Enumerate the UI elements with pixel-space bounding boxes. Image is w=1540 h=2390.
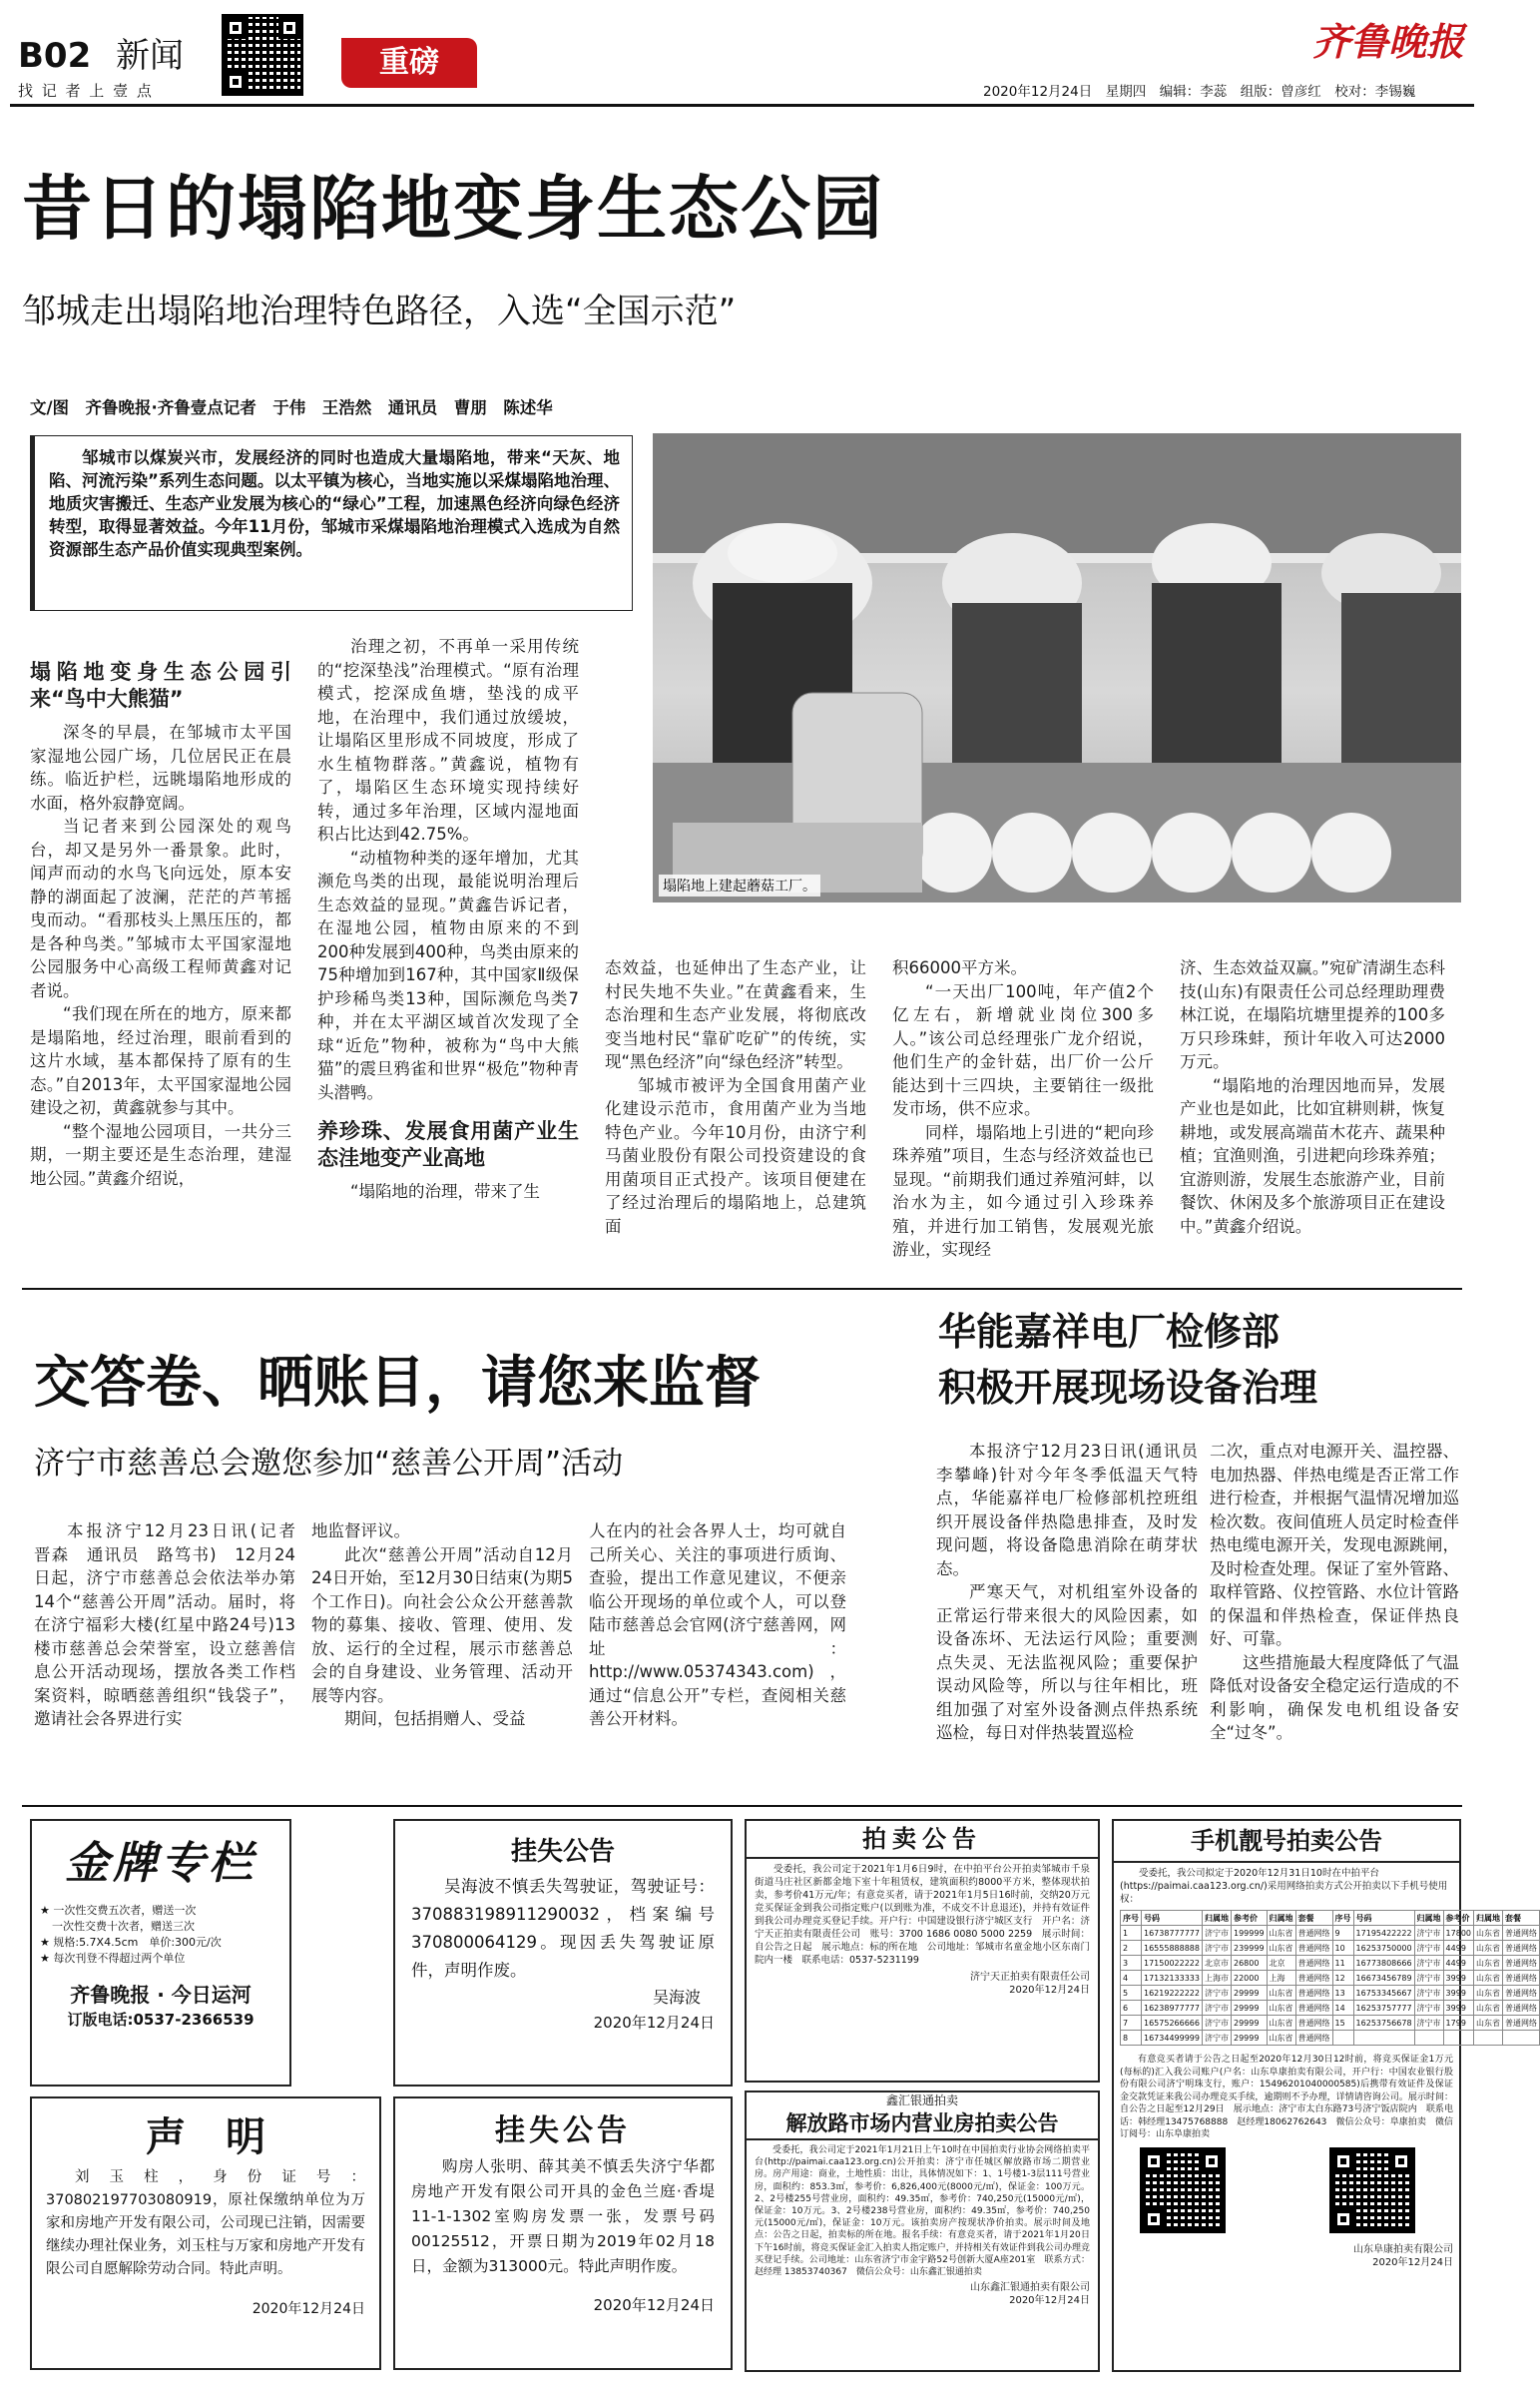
article2-headline: 交答卷、晒账目，请您来监督 bbox=[34, 1351, 761, 1416]
article1-subhead: 邹城走出塌陷地治理特色路径，入选“全国示范” bbox=[22, 292, 737, 331]
table-cell: 16773808666 bbox=[1353, 1956, 1414, 1971]
phone-auction-body: 有意竞买者请于公告之日起至2020年12月30日12时前，将竞买保证金1万元(每标的)汇入我公司账户(户名：山东阜康拍卖有限公司，开户行：中国农业银行股份有限公司济宁明珠支行，账户：15496201040000585)后携带有效证件及保证金交款凭证来我公司办理竞买手续，逾期则不予办理，详情请咨询公司。展示时间：自公告之日起至12月29日 展示地点：济宁市太白东路73号济宁饭店院内 联系电话：韩经理13475768888 赵经理18062762643 微信公众号：阜康拍卖 微信订阅号：山东阜康拍卖 bbox=[1120, 2055, 1453, 2139]
table-cell: 29999 bbox=[1232, 2016, 1268, 2031]
table-cell: 济宁市 bbox=[1203, 2001, 1232, 2016]
table-cell: 16673456789 bbox=[1353, 1971, 1414, 1986]
lost-notice-2-title: 挂失公告 bbox=[495, 2113, 631, 2148]
paragraph: “一天出厂100吨，年产值2个亿左右，新增就业岗位300多人。”该公司总经理张广龙介绍说，他们生产的金针菇，出厂价一公斤能达到十三四块，主要销往一级批发市场，供不应求。 bbox=[892, 981, 1154, 1118]
paragraph: 人在内的社会各界人士，均可就自己所关心、关注的事项进行质询、查验，提出工作意见建议，不便亲临公开现场的单位或个人，可以登陆市慈善总会官网(济宁慈善网，网址：http://www.05374343.com)，通过“信息公开”专栏，查阅相关慈善公开材料。 bbox=[589, 1521, 846, 1728]
lost-notice-1 bbox=[393, 1819, 733, 2087]
statement-body: 刘玉柱，身份证号：370802197703080919，原社保缴纳单位为万家和房地产开发有限公司，公司现已注销，因需要继续办理社保业务，刘玉柱与万家和房地产开发有限公司自愿解除劳动合同。特此声明。 bbox=[46, 2169, 365, 2277]
lost-notice-1-date: 2020年12月24日 bbox=[593, 2014, 715, 2032]
table-cell: 上海市 bbox=[1203, 1971, 1232, 1986]
paragraph: 积66000平方米。 bbox=[892, 958, 1027, 977]
lost-notice-1-title: 挂失公告 bbox=[510, 1837, 615, 1867]
table-row bbox=[1121, 1956, 1540, 1971]
gold-line: 一次性交费十次者，赠送三次 bbox=[52, 1920, 195, 1933]
table-cell: 29999 bbox=[1232, 2001, 1268, 2016]
table-cell: 普通网络 bbox=[1295, 1941, 1332, 1956]
table-cell: 5 bbox=[1121, 1986, 1142, 2001]
table-cell: 17150022222 bbox=[1142, 1956, 1203, 1971]
table-cell: 29999 bbox=[1232, 1986, 1268, 2001]
auction-2-title: 解放路市场内营业房拍卖公告 bbox=[747, 2108, 1098, 2140]
auction-2-date: 2020年12月24日 bbox=[1009, 2295, 1090, 2307]
table-cell: 北京市 bbox=[1203, 1956, 1232, 1971]
table-cell: 16555888888 bbox=[1142, 1941, 1203, 1956]
paragraph: 济、生态效益双赢。”宛矿清湖生态科技(山东)有限责任公司总经理助理费林江说，在塌陷坑塘里提养的100多万只珍珠蚌，预计年收入可达2000万元。 bbox=[1180, 958, 1445, 1071]
table-cell: 普通网络 bbox=[1503, 1941, 1540, 1956]
article2-column-3 bbox=[589, 1519, 846, 1781]
lost-notice-2 bbox=[393, 2096, 733, 2370]
article1-byline: 文/图 齐鲁晚报·齐鲁壹点记者 于伟 王浩然 通讯员 曹朋 陈述华 bbox=[30, 398, 553, 417]
gold-line: ★ 一次性交费五次者，赠送一次 bbox=[40, 1904, 197, 1917]
table-row bbox=[1121, 1986, 1540, 2001]
lead-text: 邹城市以煤炭兴市，发展经济的同时也造成大量塌陷地，带来“天灰、地陷、河流污染”系列生态问题。以太平镇为核心，当地实施以采煤塌陷地治理、地质灾害搬迁、生态产业发展为核心的“绿心”工程，加速黑色经济向绿色经济转型，取得显著效益。今年11月份，邹城市采煤塌陷地治理模式入选成为自然资源部生态产品价值实现典型案例。 bbox=[49, 448, 620, 559]
table-cell: 济宁市 bbox=[1203, 2016, 1232, 2031]
table-cell: 参考价 bbox=[1232, 1911, 1268, 1926]
paragraph: 本报济宁12月23日讯(通讯员 李攀峰)针对今年冬季低温天气特点，华能嘉祥电厂检修部机控班组织开展设备伴热隐患排查，及时发现问题，将设备隐患消除在萌芽状态。 bbox=[936, 1442, 1215, 1578]
table-cell: 套餐 bbox=[1503, 1911, 1540, 1926]
article3-column-2 bbox=[1210, 1440, 1459, 1781]
table-cell: 号码 bbox=[1142, 1911, 1203, 1926]
table-cell: 普通网络 bbox=[1503, 1956, 1540, 1971]
table-cell: 16253750000 bbox=[1353, 1941, 1414, 1956]
table-cell bbox=[1503, 2031, 1540, 2046]
table-cell: 北京 bbox=[1267, 1956, 1295, 1971]
mushroom-factory-photo bbox=[653, 433, 1461, 902]
paragraph: 治理之初，不再单一采用传统的“挖深垫浅”治理模式。“原有治理模式，挖深成鱼塘，垫浅的成平地，在治理中，我们通过放缓坡，让塌陷区里形成不同坡度，形成了水生植物群落。”黄鑫说，植物有了，塌陷区生态环境实现持续好转，通过多年治理，区域内湿地面积占比达到42.75%。 bbox=[317, 637, 579, 844]
auction-2-pre: 鑫汇银通拍卖 bbox=[885, 2093, 958, 2107]
lost-notice-1-body: 吴海波不慎丢失驾驶证，驾驶证号：370883198911290032，档案编号370800064129。现因丢失驾驶证原件，声明作废。 bbox=[411, 1877, 715, 1980]
photo-scene bbox=[653, 433, 1461, 902]
paragraph: “我们现在所在的地方，原来都是塌陷地，经过治理，眼前看到的这片水域，基本都保持了原有的生态。”自2013年，太平国家湿地公园建设之初，黄鑫就参与其中。 bbox=[30, 1004, 291, 1117]
table-cell: 普通网络 bbox=[1503, 1986, 1540, 2001]
table-cell: 普通网络 bbox=[1295, 1971, 1332, 1986]
table-cell: 16575266666 bbox=[1142, 2016, 1203, 2031]
page-number: B02 bbox=[18, 36, 92, 76]
table-cell: 归属地 bbox=[1414, 1911, 1443, 1926]
table-cell: 山东省 bbox=[1267, 1986, 1295, 2001]
article3-headline-2: 积极开展现场设备治理 bbox=[938, 1366, 1318, 1410]
table-cell: 6 bbox=[1121, 2001, 1142, 2016]
auction-2-body: 受委托，我公司定于2021年1月21日上午10时在中国拍卖行业协会网络拍卖平台(http://paimai.caa123.org.cn)公开拍卖：济宁市任城区解放路市场二期营业房。房产用途：商业，土地性质：出让，具体情况如下：1、1号楼1-3层111号营业房，面积约：853.3㎡，参考价：6,826,400元(8000元/㎡)，保证金：100万元。2、2号楼255号营业房，面积约：49.35㎡，参考价：740,250元(15000元/㎡)，保证金：10万元。3、2号楼238号营业房，面积约：49.35㎡，参考价：740,250元(15000元/㎡)，保证金：10万元。该拍卖房产按现状净价拍卖。展示时间及地点：公告之日起，拍卖标的所在地。报名手续：有意竞买者，请于2021年1月20日下午16时前，将竞买保证金汇入拍卖人指定账户，并持相关有效证件到我公司办理竞买登记手续。公司地址：山东省济宁市金宇路52号创新大厦A座201室 联系方式：赵经理 13853740367 微信公众号：山东鑫汇银通拍卖 bbox=[755, 2145, 1090, 2278]
table-cell: 29999 bbox=[1232, 2031, 1268, 2046]
article1-column-3 bbox=[605, 956, 866, 1274]
paragraph: “整个湿地公园项目，一共分三期，一期主要还是生态治理，建湿地公园。”黄鑫介绍说， bbox=[30, 1121, 291, 1188]
table-cell: 普通网络 bbox=[1295, 2001, 1332, 2016]
table-cell: 8 bbox=[1121, 2031, 1142, 2046]
statement-ad bbox=[30, 2096, 381, 2370]
table-cell: 17800 bbox=[1443, 1926, 1473, 1941]
paragraph: 地监督评议。 bbox=[311, 1521, 410, 1540]
article1-column-2 bbox=[317, 635, 579, 1274]
table-cell: 3 bbox=[1121, 1956, 1142, 1971]
table-cell: 9 bbox=[1332, 1926, 1353, 1941]
date-editor-info: 2020年12月24日 星期四 编辑：李蕊 组版：曾彦红 校对：李锡巍 bbox=[983, 84, 1416, 100]
table-cell: 套餐 bbox=[1295, 1911, 1332, 1926]
lost-notice-1-signer: 吴海波 bbox=[652, 1988, 701, 2007]
table-cell: 16734499999 bbox=[1142, 2031, 1203, 2046]
table-cell: 3999 bbox=[1443, 1986, 1473, 2001]
auction-notice-1 bbox=[745, 1819, 1100, 2083]
table-cell: 7 bbox=[1121, 2016, 1142, 2031]
table-cell: 山东省 bbox=[1267, 1926, 1295, 1941]
qr-code-icon[interactable] bbox=[1329, 2147, 1415, 2233]
paragraph: 严寒天气，对机组室外设备的正常运行带来很大的风险因素，如设备冻坏、无法运行风险；重要测点失灵、无法监视风险；重要保护误动风险等，所以与往年相比，班组加强了对室外设备测点伴热系统巡检，每日对伴热装置巡检 bbox=[936, 1582, 1198, 1742]
table-cell: 13 bbox=[1332, 1986, 1353, 2001]
table-cell: 199999 bbox=[1232, 1926, 1268, 1941]
phone-number-table bbox=[1120, 1910, 1540, 2046]
table-cell: 普通网络 bbox=[1503, 2001, 1540, 2016]
table-cell: 16253756678 bbox=[1353, 2016, 1414, 2031]
table-cell: 济宁市 bbox=[1414, 2001, 1443, 2016]
table-cell: 普通网络 bbox=[1295, 1986, 1332, 2001]
table-cell bbox=[1443, 2031, 1473, 2046]
table-cell: 普通网络 bbox=[1295, 1926, 1332, 1941]
table-cell: 济宁市 bbox=[1414, 1926, 1443, 1941]
paragraph: 二次，重点对电源开关、温控器、电加热器、伴热电缆是否正常工作进行检查，并根据气温情况增加巡检次数。夜间值班人员定时检查伴热电缆电源开关，发现电源跳闸，及时检查处理。保证了室外管路、取样管路、仪控管路、水位计管路的保温和伴热检查，保证伴热良好、可靠。 bbox=[1210, 1442, 1459, 1648]
qr-code-icon[interactable] bbox=[1140, 2147, 1226, 2233]
gold-line: ★ 每次刊登不得超过两个单位 bbox=[40, 1952, 186, 1965]
table-cell: 济宁市 bbox=[1203, 1926, 1232, 1941]
table-cell: 山东省 bbox=[1267, 2031, 1295, 2046]
table-cell: 普通网络 bbox=[1503, 1971, 1540, 1986]
paragraph: 态效益，也延伸出了生态产业，让村民失地不失业。”在黄鑫看来，生态治理和生态产业发展，将彻底改变当地村民“靠矿吃矿”的传统，实现“黑色经济”向“绿色经济”转型。 bbox=[605, 958, 866, 1071]
auction-1-title: 拍卖公告 bbox=[747, 1821, 1098, 1859]
lost-notice-2-date: 2020年12月24日 bbox=[593, 2296, 715, 2314]
phone-auction-company: 山东阜康拍卖有限公司 bbox=[1353, 2243, 1453, 2255]
table-row bbox=[1121, 2001, 1540, 2016]
table-cell: 普通网络 bbox=[1295, 2016, 1332, 2031]
statement-title: 声 明 bbox=[146, 2114, 265, 2160]
table-cell: 3999 bbox=[1443, 1971, 1473, 1986]
phone-auction-title: 手机靓号拍卖公告 bbox=[1114, 1821, 1459, 1863]
table-cell: 普通网络 bbox=[1503, 1926, 1540, 1941]
table-cell: 济宁市 bbox=[1203, 2031, 1232, 2046]
paragraph: 邹城市被评为全国食用菌产业化建设示范市，食用菌产业为当地特色产业。今年10月份，由济宁利马菌业股份有限公司投资建设的食用菌项目正式投产。该项目便建在了经过治理后的塌陷地上，总建筑面 bbox=[605, 1075, 866, 1236]
table-cell: 山东省 bbox=[1474, 1941, 1503, 1956]
auction-notice-2 bbox=[745, 2091, 1100, 2372]
section-divider bbox=[22, 1288, 1462, 1290]
gold-phone: 订版电话:0537-2366539 bbox=[67, 2011, 255, 2029]
table-cell bbox=[1332, 2031, 1353, 2046]
gold-line: ★ 规格:5.7X4.5cm 单价:300元/次 bbox=[40, 1936, 222, 1949]
paragraph: “动植物种类的逐年增加，尤其濒危鸟类的出现，最能说明治理后生态效益的显现。”黄鑫告诉记者，在湿地公园，植物由原来的不到200种发展到400种，鸟类由原来的75种增加到167种，其中国家Ⅱ级保护珍稀鸟类13种，国际濒危鸟类7种，并在太平湖区域首次发现了全球“近危”物种，被称为“鸟中大熊猫”的震旦鸦雀和世界“极危”物种青头潜鸭。 bbox=[317, 848, 579, 1102]
lead-box bbox=[30, 435, 633, 611]
table-cell: 1799 bbox=[1443, 2016, 1473, 2031]
phone-number-auction bbox=[1112, 1819, 1537, 2372]
article3-box bbox=[878, 1298, 882, 1777]
table-cell: 11 bbox=[1332, 1956, 1353, 1971]
table-cell: 17195422222 bbox=[1353, 1926, 1414, 1941]
article2-column-2 bbox=[311, 1519, 573, 1781]
table-row bbox=[1121, 1926, 1540, 1941]
table-cell: 4 bbox=[1121, 1971, 1142, 1986]
table-cell: 普通网络 bbox=[1295, 1956, 1332, 1971]
article1-subheading-1: 塌陷地变身生态公园引来“鸟中大熊猫” bbox=[30, 660, 291, 711]
lost-notice-2-body: 购房人张明、薛其美不慎丢失济宁华都房地产开发有限公司开具的金色兰庭·香堤11-1-1302室购房发票一张，发票号码00125512，开票日期为2019年02月18日，金额为313000元。特此声明作废。 bbox=[411, 2157, 715, 2275]
auction-1-date: 2020年12月24日 bbox=[1009, 1985, 1090, 1996]
phone-auction-date: 2020年12月24日 bbox=[1372, 2256, 1453, 2268]
table-cell: 239999 bbox=[1232, 1941, 1268, 1956]
table-cell: 济宁市 bbox=[1414, 1941, 1443, 1956]
table-cell: 山东省 bbox=[1267, 1941, 1295, 1956]
auction-1-body: 受委托，我公司定于2021年1月6日9时，在中拍平台公开拍卖邹城市千泉街道马庄社区新都金地下室十年租赁权，建筑面积约8000平方米，整体现状拍卖，参考价41万元/年；有意竞买者，请于2021年1月5日16时前，交纳20万元竞买保证金到我公司指定账户(以到账为准，不成交不计息退还)，并持有效证件到我公司办理竞买登记手续。开户行：中国建设银行济宁城区支行 开户名：济宁天正拍卖有限责任公司 账号：3700 1686 0080 5000 2259 展示时间：自公告之日起 展示地点：标的所在地 公司地址：邹城市名童金地小区东南门院内一楼 联系电话：0537-5231199 bbox=[755, 1864, 1090, 1966]
table-cell: 山东省 bbox=[1474, 1971, 1503, 1986]
table-cell: 16219222222 bbox=[1142, 1986, 1203, 2001]
article2-subhead: 济宁市慈善总会邀您参加“慈善公开周”活动 bbox=[34, 1446, 624, 1482]
table-row bbox=[1121, 1941, 1540, 1956]
table-cell: 参考价 bbox=[1443, 1911, 1473, 1926]
tag-badge bbox=[341, 38, 477, 88]
table-cell: 14 bbox=[1332, 2001, 1353, 2016]
table-cell: 山东省 bbox=[1474, 1986, 1503, 2001]
table-cell: 普通网络 bbox=[1503, 2016, 1540, 2031]
table-row bbox=[1121, 2031, 1540, 2046]
table-cell: 归属地 bbox=[1267, 1911, 1295, 1926]
table-cell: 济宁市 bbox=[1414, 2016, 1443, 2031]
table-cell: 16753345667 bbox=[1353, 1986, 1414, 2001]
table-cell: 16738777777 bbox=[1142, 1926, 1203, 1941]
photo-caption: 塌陷地上建起蘑菇工厂。 bbox=[659, 875, 820, 896]
table-cell: 山东省 bbox=[1474, 2001, 1503, 2016]
table-cell: 山东省 bbox=[1267, 2001, 1295, 2016]
table-cell: 山东省 bbox=[1474, 1926, 1503, 1941]
table-cell: 15 bbox=[1332, 2016, 1353, 2031]
table-cell: 4499 bbox=[1443, 1956, 1473, 1971]
paragraph: 深冬的早晨，在邹城市太平国家湿地公园广场，几位居民正在晨练。临近护栏，远眺塌陷地形成的水面，格外寂静宽阔。 bbox=[30, 723, 291, 813]
table-cell: 序号 bbox=[1121, 1911, 1142, 1926]
table-cell: 山东省 bbox=[1474, 1956, 1503, 1971]
paragraph: “塌陷地的治理，带来了生 bbox=[350, 1182, 541, 1201]
table-cell: 归属地 bbox=[1474, 1911, 1503, 1926]
table-cell: 17132133333 bbox=[1142, 1971, 1203, 1986]
table-cell: 号码 bbox=[1353, 1911, 1414, 1926]
table-cell: 1 bbox=[1121, 1926, 1142, 1941]
article1-column-4 bbox=[892, 956, 1154, 1274]
table-cell bbox=[1414, 2031, 1443, 2046]
article1-column-5 bbox=[1180, 956, 1445, 1274]
table-cell: 2 bbox=[1121, 1941, 1142, 1956]
table-cell: 济宁市 bbox=[1414, 1971, 1443, 1986]
table-cell: 济宁市 bbox=[1203, 1941, 1232, 1956]
table-cell: 12 bbox=[1332, 1971, 1353, 1986]
paragraph: 当记者来到公园深处的观鸟台，却又是另外一番景象。此时，闻声而动的水鸟飞向远处，原本安静的湖面起了波澜，茫茫的芦苇摇曳而动。“看那枝头上黑压压的，都是各种鸟类。”邹城市太平国家湿地公园服务中心高级工程师黄鑫对记者说。 bbox=[30, 817, 291, 1000]
article1-headline: 昔日的塌陷地变身生态公园 bbox=[22, 168, 884, 250]
table-cell: 16238977777 bbox=[1142, 2001, 1203, 2016]
table-cell: 4499 bbox=[1443, 1941, 1473, 1956]
gold-column-ad bbox=[30, 1819, 291, 2087]
section-name: 新闻 bbox=[116, 36, 184, 76]
ads-divider bbox=[22, 1805, 1462, 1807]
table-cell: 3999 bbox=[1443, 2001, 1473, 2016]
table-row bbox=[1121, 2016, 1540, 2031]
auction-2-company: 山东鑫汇银通拍卖有限公司 bbox=[970, 2282, 1090, 2294]
paragraph: “塌陷地的治理因地而异，发展产业也是如此，比如宜耕则耕，恢复耕地，或发展高端苗木花卉、蔬果种植；宜渔则渔，引进耙向珍珠养殖；宜游则游，发展生态旅游产业，目前餐饮、休闲及多个旅游项目正在建设中。”黄鑫介绍说。 bbox=[1180, 1075, 1445, 1236]
phone-auction-intro: 受委托，我公司拟定于2020年12月31日10时在中拍平台(https://paimai.caa123.org.cn/)采用网络拍卖方式公开拍卖以下手机号使用权： bbox=[1120, 1868, 1448, 1905]
table-cell: 普通网络 bbox=[1295, 2031, 1332, 2046]
table-cell: 16253757777 bbox=[1353, 2001, 1414, 2016]
masthead-rule bbox=[10, 104, 1474, 107]
table-cell: 济宁市 bbox=[1203, 1986, 1232, 2001]
qr-code-icon[interactable] bbox=[222, 14, 303, 96]
table-cell: 26800 bbox=[1232, 1956, 1268, 1971]
paragraph: 期间，包括捐赠人、受益 bbox=[344, 1709, 526, 1728]
gold-logo: 金牌专栏 bbox=[65, 1838, 257, 1889]
statement-date: 2020年12月24日 bbox=[252, 2301, 365, 2317]
paragraph: 这些措施最大程度降低了气温降低对设备安全稳定运行造成的不利影响，确保发电机组设备安全“过冬”。 bbox=[1210, 1652, 1459, 1742]
table-cell: 山东省 bbox=[1474, 2016, 1503, 2031]
auction-1-company: 济宁天正拍卖有限责任公司 bbox=[970, 1972, 1090, 1983]
paragraph: 本报济宁12月23日讯(记者 晋森 通讯员 路笃书) 12月24日起，济宁市慈善总会依法举办第14个“慈善公开周”活动。届时，将在济宁福彩大楼(红星中路24号)13楼市慈善总会荣誉室，设立慈善信息公开活动现场，摆放各类工作档案资料，晾晒慈善组织“钱袋子”，邀请社会各界进行实 bbox=[34, 1521, 312, 1728]
table-row bbox=[1121, 1971, 1540, 1986]
table-cell bbox=[1474, 2031, 1503, 2046]
table-header-row bbox=[1121, 1911, 1540, 1926]
table-cell bbox=[1353, 2031, 1414, 2046]
table-cell: 山东省 bbox=[1267, 2016, 1295, 2031]
article2-column-1 bbox=[34, 1519, 312, 1781]
masthead bbox=[0, 0, 1484, 108]
tag-label: 重磅 bbox=[379, 45, 439, 80]
article1-subheading-2: 养珍珠、发展食用菌产业生态洼地变产业高地 bbox=[317, 1119, 579, 1170]
table-cell: 22000 bbox=[1232, 1971, 1268, 1986]
table-cell: 上海 bbox=[1267, 1971, 1295, 1986]
paragraph: 此次“慈善公开周”活动自12月24日开始，至12月30日结束(为期5个工作日)。向社会公众公开慈善款物的募集、接收、管理、使用、发放、运行的全过程，展示市慈善总会的自身建设、业务管理、活动开展等内容。 bbox=[311, 1544, 573, 1705]
article3-headline-1: 华能嘉祥电厂检修部 bbox=[938, 1310, 1281, 1354]
paragraph: 同样，塌陷地上引进的“耙向珍珠养殖”项目，生态与经济效益也已显现。“前期我们通过养殖河蚌，以治水为主，如今通过引入珍珠养殖，并进行加工销售，发展观光旅游业，实现经 bbox=[892, 1122, 1154, 1259]
article3-column-1 bbox=[936, 1440, 1215, 1781]
table-cell: 归属地 bbox=[1203, 1911, 1232, 1926]
article1-column-1 bbox=[30, 655, 291, 1274]
table-cell: 济宁市 bbox=[1414, 1986, 1443, 2001]
gold-paper: 齐鲁晚报 · 今日运河 bbox=[70, 1983, 252, 2007]
table-cell: 序号 bbox=[1332, 1911, 1353, 1926]
tagline: 找 记 者 上 壹 点 bbox=[18, 82, 154, 100]
paper-logo: 齐鲁晚报 bbox=[1312, 19, 1465, 64]
table-cell: 济宁市 bbox=[1414, 1956, 1443, 1971]
table-cell: 10 bbox=[1332, 1941, 1353, 1956]
